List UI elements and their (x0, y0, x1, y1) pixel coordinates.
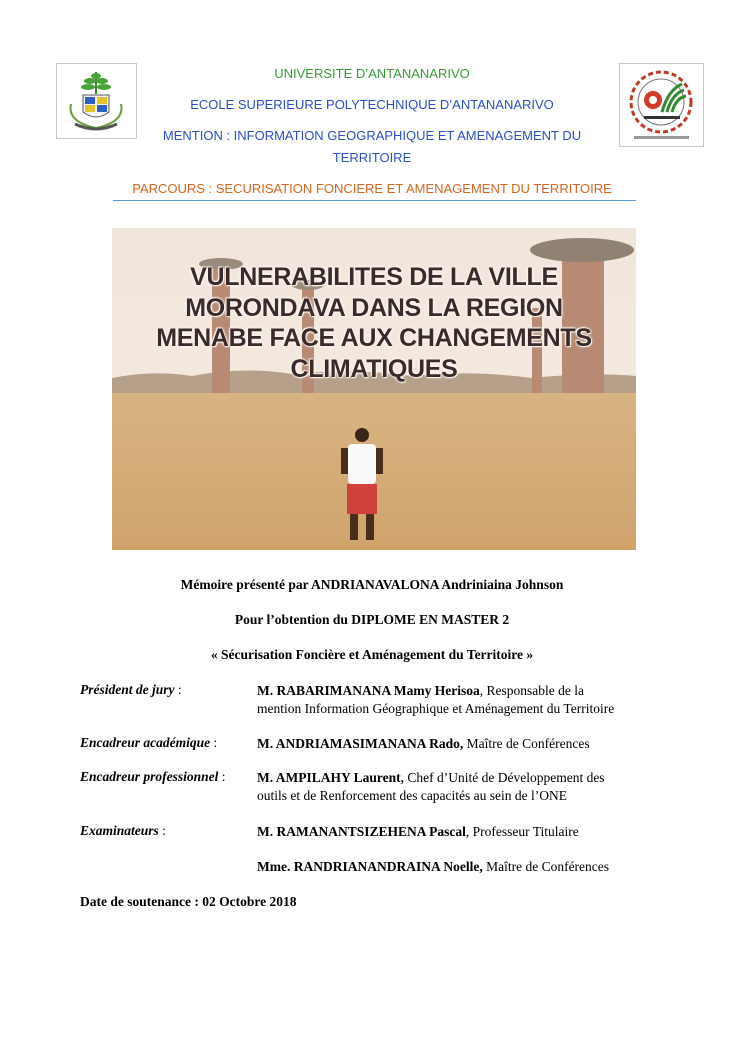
school-name: ECOLE SUPERIEURE POLYTECHNIQUE D’ANTANANARIVO (190, 97, 554, 112)
examinateur-1-name: M. RAMANANTSIZEHENA Pascal (257, 824, 466, 839)
examinateur-2-desc: Maître de Conférences (482, 859, 610, 874)
title-line-1: VULNERABILITES DE LA VILLE (190, 263, 558, 291)
title-line-2: MORONDAVA DANS LA REGION (185, 293, 563, 322)
role-examinateurs-label: Examinateurs (80, 823, 159, 838)
memoire-author: Mémoire présenté par ANDRIANAVALONA Andriniaina Johnson (180, 577, 564, 592)
mention-line-1: MENTION : INFORMATION GEOGRAPHIQUE ET AMENAGEMENT DU (162, 128, 582, 143)
president-value (257, 682, 677, 718)
cover-photo (112, 228, 636, 550)
professionnel-desc-1: Chef d’Unité de Développement des (404, 770, 605, 785)
title-line-3: MENABE FACE AUX CHANGEMENTS (156, 324, 592, 352)
role-professionnel-label: Encadreur professionnel (80, 769, 219, 784)
role-colon: : (213, 735, 218, 750)
role-colon: : (177, 682, 182, 697)
university-logo (56, 63, 137, 139)
academique-value (257, 735, 677, 753)
role-academique (80, 735, 256, 751)
role-professionnel (80, 769, 258, 785)
president-desc-2: mention Information Géographique et Aménagement du Territoire (257, 701, 615, 716)
mention-line-2: TERRITOIRE (332, 150, 412, 165)
president-desc-1: , Responsable de la (479, 683, 584, 698)
espa-gear-logo-icon (620, 64, 703, 146)
role-academique-label: Encadreur académique (80, 735, 211, 750)
role-president (80, 682, 256, 698)
examinateur-1-desc: , Professeur Titulaire (465, 824, 579, 839)
professionnel-name: M. AMPILAHY Laurent, (257, 770, 404, 785)
university-name: UNIVERSITE D’ANTANANARIVO (274, 66, 470, 81)
professionnel-desc-2: outils et de Renforcement des capacités au sein de l’ONE (257, 788, 568, 803)
parcours: PARCOURS : SECURISATION FONCIERE ET AMENAGEMENT DU TERRITOIRE (132, 181, 612, 196)
role-colon: : (162, 823, 166, 838)
president-name: M. RABARIMANANA Mamy Herisoa (257, 683, 480, 698)
thesis-title (112, 262, 636, 384)
header-rule (113, 200, 636, 201)
examinateur-1 (257, 823, 677, 841)
professionnel-value (257, 769, 677, 805)
speciality: « Sécurisation Foncière et Aménagement du Territoire » (210, 647, 534, 662)
examinateur-2 (257, 858, 677, 876)
role-colon: : (221, 769, 226, 784)
diploma: Pour l’obtention du DIPLOME EN MASTER 2 (234, 612, 510, 627)
role-examinateurs (80, 823, 256, 839)
defense-date: Date de soutenance : 02 Octobre 2018 (80, 894, 297, 909)
examinateur-2-name: Mme. RANDRIANANDRAINA Noelle, (257, 859, 483, 874)
role-president-label: Président de jury (80, 682, 175, 697)
academique-name: M. ANDRIAMASIMANANA Rado, (257, 736, 464, 751)
title-line-4: CLIMATIQUES (290, 354, 458, 383)
university-crest-icon (57, 64, 136, 138)
academique-desc: Maître de Conférences (463, 736, 590, 751)
espa-logo (619, 63, 704, 147)
